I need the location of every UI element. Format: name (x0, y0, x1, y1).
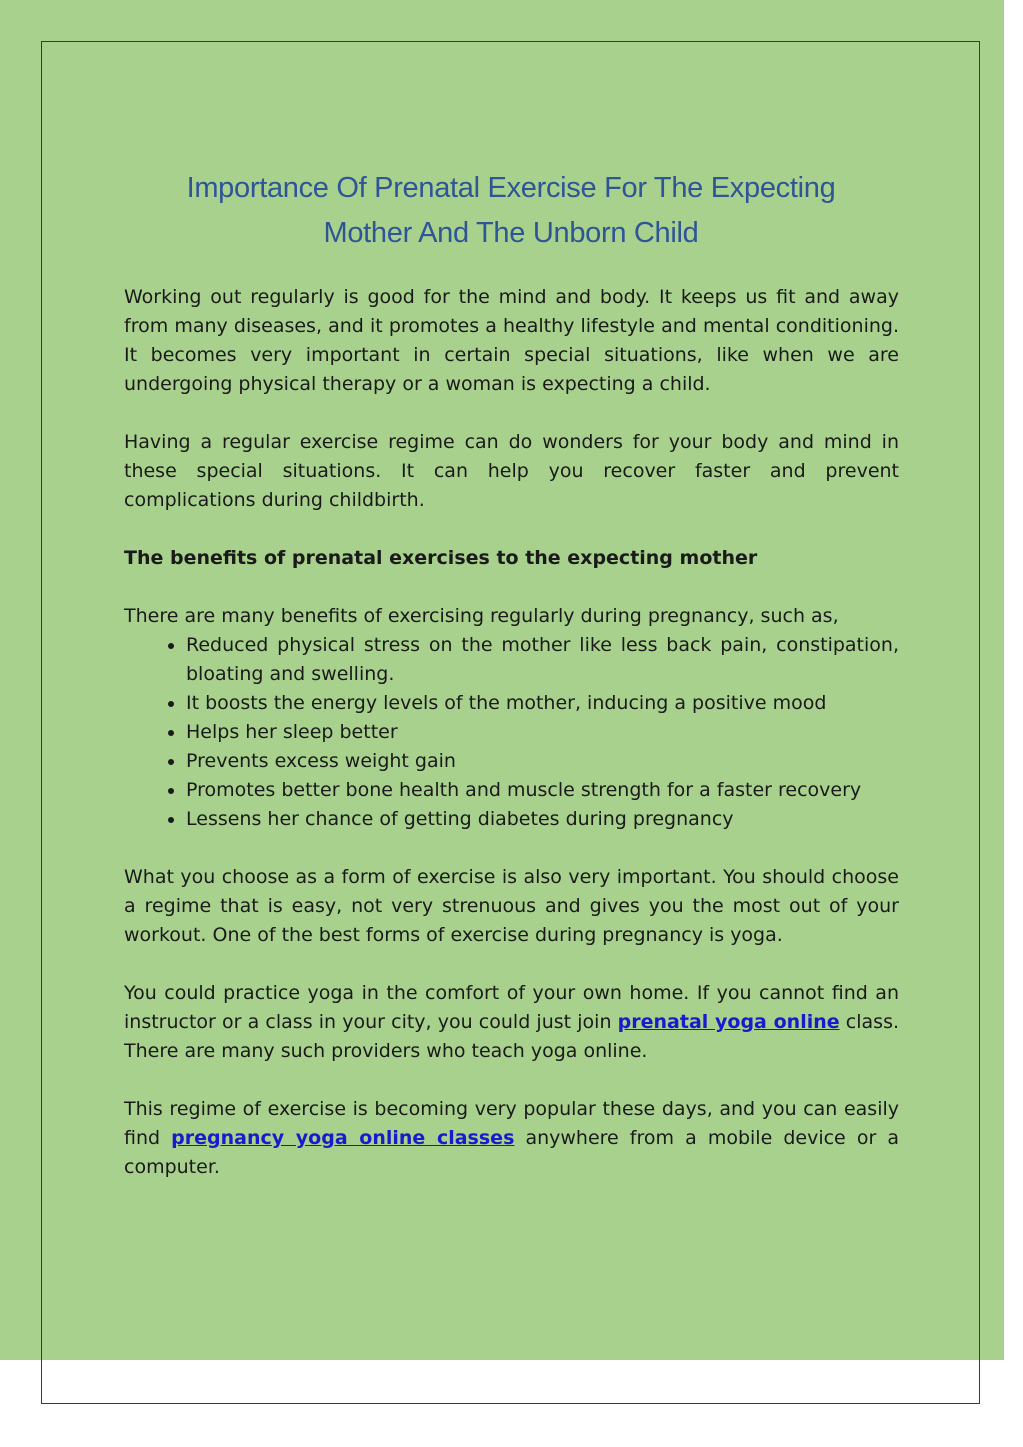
paragraph-choose-exercise: What you choose as a form of exercise is also very important. You should choose a regime that is easy, not very strenuous and gives you the most out of your workout. One of the best forms of exercise during pregnancy is yoga. (124, 866, 899, 946)
paragraph-popular-regime-text: This regime of exercise is becoming very popular these days, and you can easily find (124, 1098, 899, 1149)
paragraph-yoga-home (124, 979, 899, 1066)
paragraph-yoga-home-text: You could practice yoga in the comfort of your own home. If you cannot find an instructor or a class in your city, you could just join (124, 982, 899, 1033)
paragraph-benefits-intro: There are many benefits of exercising regularly during pregnancy, such as, (124, 605, 839, 627)
document-title-line-1: Importance Of Prenatal Exercise For The Expecting (186, 172, 836, 204)
document-body (124, 283, 899, 1211)
paragraph-regime: Having a regular exercise regime can do wonders for your body and mind in these special situations. It can help you recover faster and prevent complications during childbirth. (124, 431, 899, 511)
list-item: • It boosts the energy levels of the mother, inducing a positive mood (186, 689, 899, 718)
list-item: • Prevents excess weight gain (186, 747, 899, 776)
section-heading-benefits: The benefits of prenatal exercises to the expecting mother (124, 547, 758, 569)
document-title-line-2: Mother And The Unborn Child (323, 217, 699, 249)
list-item: • Reduced physical stress on the mother like less back pain, constipation, bloating and swelling. (186, 631, 899, 689)
paragraph-popular-regime-text-end: anywhere from a mobile device or a computer. (124, 1127, 899, 1178)
document-title (120, 166, 902, 256)
paragraph-popular-regime (124, 1095, 899, 1182)
list-item: • Helps her sleep better (186, 718, 899, 747)
prenatal-yoga-online-link[interactable]: prenatal yoga online (617, 1011, 840, 1033)
pregnancy-yoga-online-classes-link[interactable]: pregnancy yoga online classes (171, 1127, 515, 1149)
list-item: • Promotes better bone health and muscle strength for a faster recovery (186, 776, 899, 805)
paragraph-intro: Working out regularly is good for the mind and body. It keeps us fit and away from many diseases, and it promotes a healthy lifestyle and mental conditioning. It becomes very important in certain special situations, like when we are undergoing physical therapy or a woman is expecting a child. (124, 286, 899, 395)
list-item: • Lessens her chance of getting diabetes during pregnancy (186, 805, 899, 834)
benefits-list (124, 631, 899, 834)
paragraph-yoga-home-text-end: class. There are many such providers who teach yoga online. (124, 1011, 900, 1062)
